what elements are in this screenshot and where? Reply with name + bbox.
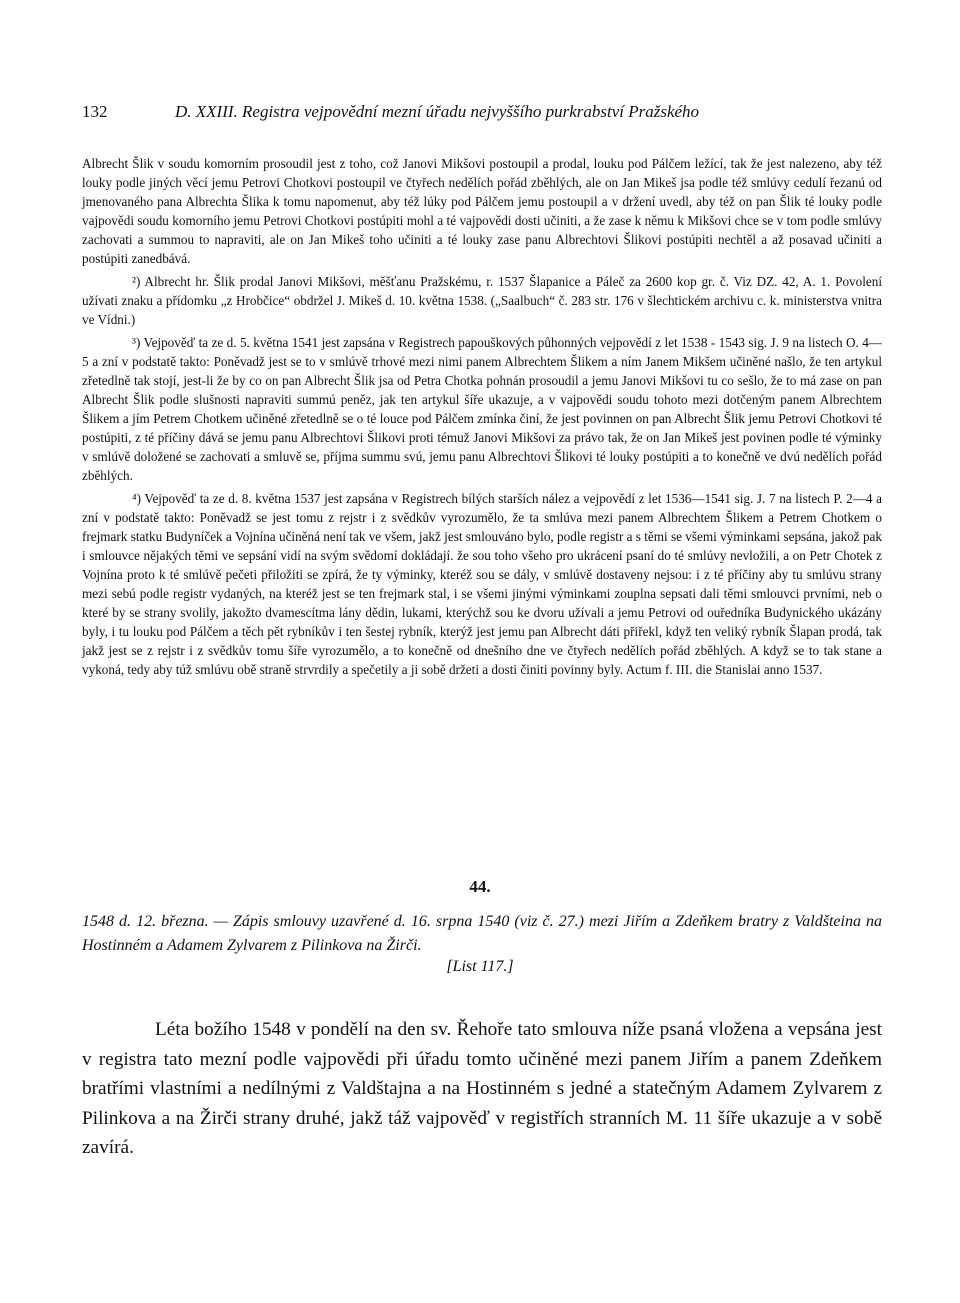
document-number: 44. xyxy=(469,877,491,896)
footnotes-section xyxy=(82,154,882,683)
footnote-2: ²) Albrecht hr. Šlik prodal Janovi Mikšovi, měšťanu Pražskému, r. 1537 Šlapanice a Páleč za 2600 kop gr. č. Viz DZ. 42, A. 1. Povolení užívati znaku a přídomku „z Hrobčice“ obdržel J. Mikeš d. 10. května 1538. („Saalbuch“ č. 283 str. 176 v šlechtickém archivu c. k. ministerstva vnitra ve Vídni.) xyxy=(82,274,882,327)
document-heading: 1548 d. 12. března. — Zápis smlouvy uzavřené d. 16. srpna 1540 (viz č. 27.) mezi Jiřím a Zdeňkem bratry z Valdšteina na Hostinném a Adamem Zylvarem z Pilinkova na Žirči. xyxy=(82,913,882,954)
running-title: D. XXIII. Registra vejpovědní mezní úřadu nejvyššího purkrabství Pražského xyxy=(175,102,700,121)
page-number: 132 xyxy=(82,102,108,121)
footnote-3: ³) Vejpověď ta ze d. 5. května 1541 jest zapsána v Registrech papouškových půhonných vejpovědí z let 1538 - 1543 sig. J. 9 na listech O. 4—5 a zní v podstatě takto: Poněvadž jest se to v smlúvě trhové mezi nimi panem Albrechtem Šlikem a ním Janem Mikšem učiněné našlo, že ten artykul zřetedlně tak stojí, jest-li že by co on pan Albrecht Šlik jsa od Petra Chotka pohnán prosoudil a jemu Janovi Mikšovi tu co sešlo, že to má zase on pan Albrecht Šlik podle slušnosti napraviti summú peněz, jak ten artykul šíře ukazuje, a v vajpovědi soudu tohoto mezi dotčeným panem Albrechtem Šlikem a jím Petrem Chotkem učiněné zřetedlně se o té louce pod Pálčem zmínka činí, že jest povinnen on pan Albrecht Šlik jemu Petrovi Chotkovi té postúpiti, z té příčiny dává se jemu panu Albrechtovi Šlikovi proti témuž Janovi Mikšovi za právo tak, že on Jan Mikeš jest povinen podle té výminky v smlúvě doložené se zachovati a smluvě se, příjma summu svú, jemu panu Albrechtovi Šlikovi té louky postúpiti a to konečně ve dvú nedělích pořád zběhlých. xyxy=(82,335,882,483)
note-continuation: Albrecht Šlik v soudu komorním prosoudil jest z toho, což Janovi Mikšovi postoupil a prodal, louku pod Pálčem ležící, tak že jest nalezeno, aby též louky podle jiných věcí jemu Petrovi Chotkovi postoupil ve čtyřech nedělích pořád zběhlých, ale on Jan Mikeš jsa podle též smlúvy cedulí řezanú od jmenovaného pana Albrechta Šlika k tomu napomenut, aby též lúky pod Pálčem jemu postoupil a v držení uvedl, aby též on pan Šlik té louky podle vajpovědi soudu komorního jemu Petrovi Chotkovi postúpiti mohl a té vajpovědi dosti učiniti, a že zase k němu k Mikšovi chce se v tom podle smlúvy zachovati a summou to napraviti, ale on Jan Mikeš toho učiniti a té louky zase panu Albrechtovi Šlikovi postúpiti nechtěl a až posavad učiniti a postúpiti zanedbává. xyxy=(82,156,882,266)
footnote-4: ⁴) Vejpověď ta ze d. 8. května 1537 jest zapsána v Registrech bílých starších nález a vejpovědí z let 1536—1541 sig. J. 7 na listech P. 2—4 a zní v podstatě takto: Poněvadž se jest tomu z rejstr i z svědkův vyrozumělo, že ta smlúva mezi panem Albrechtem Šlikem a Petrem Chotkem o frejmark statku Budyníček a Vojnína učiněná není tak ve všem, jakž jest smlouváno bylo, podle registr a s těmi se všemi výminkami sepsána, jakož pak i smlouvce nějakých těmi ve sepsání vidí na svým svědomí dokládají. že sou toho všeho pro ukrácení psaní do té smlúvy nevložili, a on Petr Chotek z Vojnína proto k té smlúvě pečeti přiložiti se zpírá, že ty výminky, kteréž sou se dály, v smlúvě dostaveny nejsou: i z té příčiny aby tu smlúvu strany mezi sebú podle registr vydaných, na kteréž jest se ten frejmark stal, i se všemi jinými výminkami zouplna sepsati dali těmi smlouvci prvními, neb o které by se strany svolily, jakožto dvamescítma lány dědin, lukami, kterýchž sou ke dvoru užívali a jemu Petrovi od ouředníka Budynického ukázány byly, i tu louku pod Pálčem a těch pět rybníkův i ten šestej rybník, kterýž jest jemu pan Albrecht dáti přiřekl, když ten veliký rybník Šlapan prodá, tak jakž jest se z rejstr i z svědkův tomu šíře vyrozumělo, a to konečně od dnešního dne ve čtyřech nedělích pořád zběhlých. A když se to tak stane a vykoná, tedy aby túž smlúvu obě straně strvrdily a spečetily a ji sobě držeti a dosti činiti povinny byly. Actum f. III. die Stanislai anno 1537. xyxy=(82,491,882,677)
folio-reference: [List 117.] xyxy=(446,958,514,975)
page-header xyxy=(82,102,882,128)
document-text: Léta božího 1548 v pondělí na den sv. Řehoře tato smlouva níže psaná vložena a vepsána jest v registra tato mezní podle vajpovědi při úřadu tomto učiněné mezi panem Jiřím a panem Zdeňkem bratřími vlastními a nedílnými z Valdštajna a na Hostinném s jedné a statečným Adamem Zylvarem z Pilinkova a na Žirči strany druhé, jakž táž vajpověď v registřích stranních M. 11 šíře ukazuje a v sobě zavírá. xyxy=(82,1019,882,1158)
